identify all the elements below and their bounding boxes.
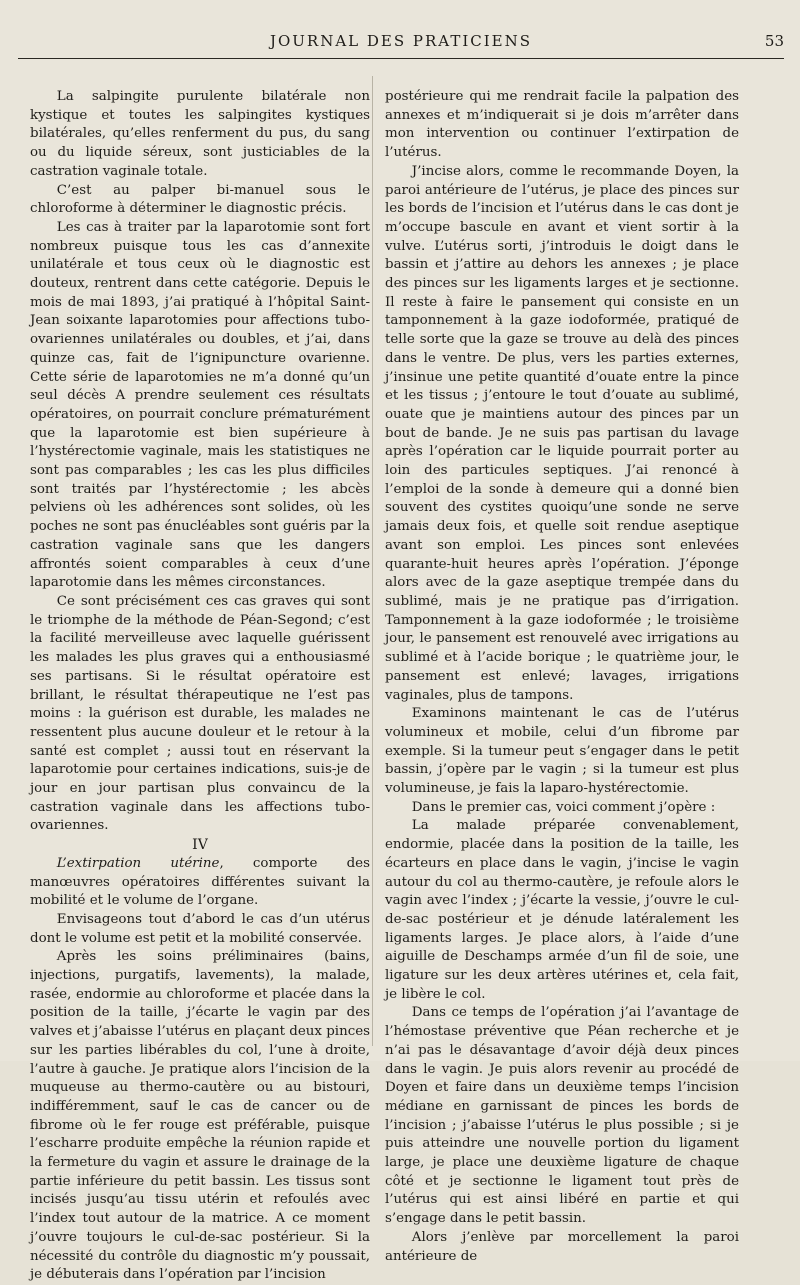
page-header xyxy=(18,32,784,54)
paragraph: Examinons maintenant le cas de l’utérus volumineux et mobile, celui d’un fibrome par exemple. Si la tumeur peut s’engager dans le petit bassin, j’opère par le vagin ; si la tumeur est plus volumineuse, je fais la laparo-hystérectomie. xyxy=(385,706,739,797)
paragraph xyxy=(30,855,370,911)
paragraph: Après les soins préliminaires (bains, injections, purgatifs, lavements), la malade, rasée, endormie au chloroforme et placée dans la position de la taille, j’écarte le vagin par des valves et j’abaisse l’utérus en plaçant deux pinces sur les parties libérables du col, l’une à droite, l’autre à gauche. Je pratique alors l’incision de la muqueuse au thermo-cautère ou au bistouri, indifféremment, sauf le cas de cancer ou de fibrome où le fer rouge est préférable, puisque l’escharre produite empêche la réunion rapide et la fermeture du vagin et assure le drainage de la partie inférieure du petit bassin. Les tissus sont incisés jusqu’au tissu utérin et refoulés avec l’index tout autour de la matrice. A ce moment j’ouvre toujours le cul-de-sac postérieur. Si la nécessité du contrôle du diagnostic m’y poussait, je débuterais dans l’opération par l’incision xyxy=(30,949,370,1283)
paragraph: postérieure qui me rendrait facile la palpation des annexes et m’indiquerait si je dois m’arrêter dans mon intervention ou continuer l’extirpation de l’utérus. xyxy=(385,89,739,161)
emphasis: L’extirpation utérine xyxy=(56,855,220,871)
paragraph: Les cas à traiter par la laparotomie sont fort nombreux puisque tous les cas d’annexite unilatérale et tous ceux où le diagnostic est douteux, rentrent dans cette catégorie. Depuis le mois de mai 1893, j’ai pratiqué à l’hôpital Saint-Jean soixante laparotomies pour affections tubo-ovariennes unilatérales ou doubles, et j’ai, dans quinze cas, fait de l’ignipuncture ovarienne. Cette série de laparotomies ne m’a donné qu’un seul décès A prendre seulement ces résultats opératoires, on pourrait conclure prématurément que la laparotomie est bien supérieure à l’hystérectomie vaginale, mais les statistiques ne sont pas comparables ; les cas les plus difficiles sont traités par l’hystérectomie ; les abcès pelviens où les adhérences sont solides, où les poches ne sont pas énucléables sont guéris par la castration vaginale sans que les dangers affrontés soient comparables à ceux d’une laparotomie dans les mêmes circonstances. xyxy=(30,219,370,591)
section-number: IV xyxy=(192,837,208,854)
right-column xyxy=(385,88,739,1266)
running-title: JOURNAL DES PRATICIENS xyxy=(269,32,533,50)
paragraph: Ce sont précisément ces cas graves qui sont le triomphe de la méthode de Péan-Segond; c’est la facilité merveilleuse avec laquelle guérissent les malades les plus graves qui a enthousiasmé ses partisans. Si le résultat opératoire est brillant, le résultat thérapeutique ne l’est pas moins : la guérison est durable, les malades ne ressentent plus aucune douleur et le retour à la santé est complet ; aussi tout en réservant la laparotomie pour certaines indications, suis-je de jour en jour partisan plus convaincu de la castration vaginale dans les affections tubo-ovariennes. xyxy=(30,593,370,834)
paragraph: C’est au palper bi-manuel sous le chloroforme à déterminer le diagnostic précis. xyxy=(30,182,370,217)
paragraph: J’incise alors, comme le recommande Doyen, la paroi antérieure de l’utérus, je place des pinces sur les bords de l’incision et l’utérus dans le cas dont je m’occupe bascule en avant et vient sortir à la vulve. L’utérus sorti, j’introduis le doigt dans le bassin et j’attire au dehors les annexes ; je place des pinces sur les ligaments larges et je sectionne. Il reste à faire le pansement qui consiste en un tamponnement à la gaze iodoformée, pratiqué de telle sorte que la gaze se trouve au delà des pinces dans le ventre. De plus, vers les parties externes, j’insinue une petite quantité d’ouate entre la pince et les tissus ; j’entoure le tout d’ouate au sublimé, ouate que je maintiens autour des pinces par un bout de bande. Je ne suis pas partisan du lavage après l’opération car le liquide pourrait porter au loin des particules septiques. J’ai renoncé à l’emploi de la sonde à demeure qui a donné bien souvent des cystites quoiqu’une sonde ne serve jamais deux fois, et quelle soit rendue aseptique avant son emploi. Les pinces sont enlevées quarante-huit heures après l’opération. J’éponge alors avec de la gaze aseptique trempée dans du sublimé, mais je ne pratique pas d’irrigation. Tamponnement à la gaze iodoformée ; le troisième jour, le pansement est renouvelé avec irrigations au sublimé et à l’acide borique ; le quatrième jour, le pansement est enlevé; lavages, irrigations vaginales, plus de tampons. xyxy=(385,163,739,703)
page-number: 53 xyxy=(764,32,784,50)
paragraph: Dans le premier cas, voici comment j’opère : xyxy=(411,799,716,815)
paragraph: La salpingite purulente bilatérale non kystique et toutes les salpingites kystiques bilatérales, qu’elles renferment du pus, du sang ou du liquide séreux, sont justiciables de la castration vaginale totale. xyxy=(30,89,370,179)
paragraph: Envisageons tout d’abord le cas d’un utérus dont le volume est petit et la mobilité conservée. xyxy=(30,911,370,946)
header-rule xyxy=(18,58,784,59)
left-column xyxy=(30,88,370,1285)
column-divider xyxy=(372,76,373,1046)
paragraph: Dans ce temps de l’opération j’ai l’avantage de l’hémostase préventive que Péan recherche et je n’ai pas le désavantage d’avoir déjà deux pinces dans le vagin. Je puis alors revenir au procédé de Doyen et faire dans un deuxième temps l’incision médiane en garnissant de pinces les bords de l’incision ; j’abaisse l’utérus le plus possible ; si je puis atteindre une nouvelle portion du ligament large, je place une deuxième ligature de chaque côté et je sectionne le ligament tout près de l’utérus qui est ainsi libéré en partie et qui s’engage dans le petit bassin. xyxy=(385,1005,739,1227)
paragraph: La malade préparée convenablement, endormie, placée dans la position de la taille, les écarteurs en place dans le vagin, j’incise le vagin autour du col au thermo-cautère, je refoule alors le vagin avec l’index ; j’écarte la vessie, j’ouvre le cul-de-sac postérieur et je dénude latéralement les ligaments larges. Je place alors, à l’aide d’une aiguille de Deschamps armée d’un fil de soie, une ligature sur les deux artères utérines et, cela fait, je libère le col. xyxy=(385,818,739,1002)
paragraph: Alors j’enlève par morcellement la paroi antérieure de xyxy=(385,1229,739,1264)
paragraph-text: , comporte des manœuvres opératoires différentes suivant la mobilité et le volume de l’organe. xyxy=(30,855,370,909)
